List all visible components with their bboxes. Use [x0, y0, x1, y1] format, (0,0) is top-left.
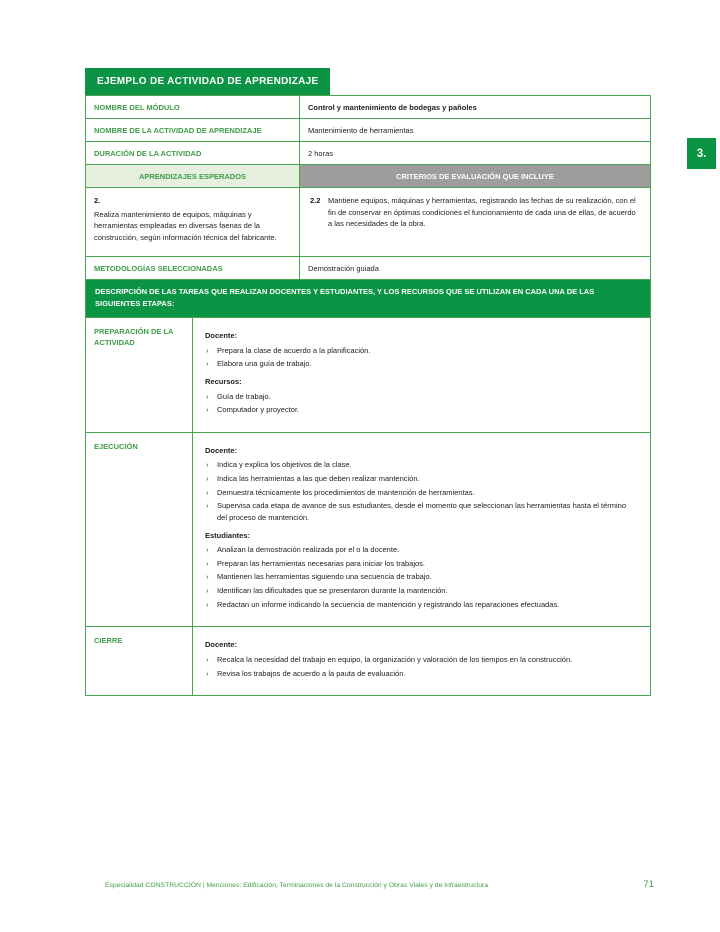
- stage-body-preparation: [193, 318, 650, 432]
- field-value-activity-name: Mantenimiento de herramientas: [308, 126, 414, 135]
- evaluation-criteria-cell: [300, 188, 650, 256]
- expected-learning-number: 2.: [94, 196, 101, 205]
- field-label-methodology: METODOLOGÍAS SELECCIONADAS: [86, 257, 300, 279]
- stage-label-execution: EJECUCIÓN: [86, 433, 193, 627]
- task-item: › Supervisa cada etapa de avance de sus estudiantes, desde el momento que seleccionan las herramientas hasta el término del proceso de mantención.: [205, 500, 638, 523]
- task-item: › Redactan un informe indicando la secuencia de mantención y registrando las reparaciones efectuadas.: [205, 599, 638, 611]
- header-expected-learning: APRENDIZAJES ESPERADOS: [86, 165, 300, 187]
- task-item: › Preparan las herramientas necesarias para iniciar los trabajos.: [205, 558, 638, 570]
- task-item: › Recalca la necesidad del trabajo en equipo, la organización y valoración de los tiempos en la construcción.: [205, 654, 638, 666]
- expected-learning-text: Realiza mantenimiento de equipos, máquinas y herramientas empleadas en diversas faenas de la construcción, según información técnica del fabricante.: [94, 209, 277, 242]
- activity-sheet: [85, 68, 651, 696]
- task-item: › Indica las herramientas a las que deben realizar mantención.: [205, 473, 638, 485]
- task-item: › Guía de trabajo.: [205, 391, 638, 403]
- stage-row-execution: [86, 433, 650, 628]
- section-heading-docente: Docente:: [205, 445, 238, 455]
- task-item: › Identifican las dificultades que se presentaron durante la mantención.: [205, 585, 638, 597]
- stage-label-preparation: PREPARACIÓN DE LA ACTIVIDAD: [86, 318, 193, 432]
- task-list: [205, 544, 638, 610]
- chapter-number: 3.: [696, 147, 707, 160]
- table-row-methodology: [86, 257, 650, 280]
- task-item: › Computador y proyector.: [205, 404, 638, 416]
- table-row-module: [86, 96, 650, 119]
- field-value-duration: 2 horas: [308, 149, 334, 158]
- stage-body-closing: [193, 627, 650, 695]
- task-item: › Mantienen las herramientas siguiendo una secuencia de trabajo.: [205, 571, 638, 583]
- task-item: › Prepara la clase de acuerdo a la planificación.: [205, 345, 638, 357]
- field-value-methodology: Demostración guiada: [308, 263, 379, 273]
- stage-label-closing: CIERRE: [86, 627, 193, 695]
- section-heading-recursos: Recursos:: [205, 376, 242, 386]
- field-value-module: Control y mantenimiento de bodegas y pañoles: [308, 103, 477, 112]
- criteria-text: Mantiene equipos, máquinas y herramientas, registrando las fechas de su realización, con el fin de conservar en óptimas condiciones el funcionamiento de cada una de ellas, de acuerdo a las necesidades de la obra.: [328, 196, 636, 229]
- footer-specialty-text: Especialidad CONSTRUCCIÓN | Menciones: Edificación, Terminaciones de la Construcción y Obras Viales y de Infraestructura: [105, 882, 489, 889]
- section-heading-estudiantes: Estudiantes:: [205, 530, 251, 540]
- field-label-module: NOMBRE DEL MÓDULO: [86, 96, 300, 118]
- criteria-number: 2.2: [310, 196, 321, 205]
- stage-row-preparation: [86, 318, 650, 433]
- page-number: 71: [643, 879, 654, 890]
- task-list: [205, 459, 638, 523]
- task-item: › Indica y explica los objetivos de la clase.: [205, 459, 638, 471]
- chapter-side-tab: [687, 138, 716, 169]
- page-title: EJEMPLO DE ACTIVIDAD DE APRENDIZAJE: [85, 68, 330, 95]
- table-row-duration: [86, 142, 650, 165]
- task-list: [205, 345, 638, 370]
- task-item: › Revisa los trabajos de acuerdo a la pauta de evaluación.: [205, 668, 638, 680]
- stage-body-execution: [193, 433, 650, 627]
- header-evaluation-criteria: CRITERIOS DE EVALUACIÓN QUE INCLUYE: [300, 165, 650, 187]
- table-row-learning-body: [86, 188, 650, 257]
- task-item: › Elabora una guía de trabajo.: [205, 358, 638, 370]
- description-header-bar: DESCRIPCIÓN DE LAS TAREAS QUE REALIZAN DOCENTES Y ESTUDIANTES, Y LOS RECURSOS QUE SE UTILIZAN EN CADA UNA DE LAS SIGUIENTES ETAPAS:: [86, 280, 650, 319]
- task-item: › Analizan la demostración realizada por el o la docente.: [205, 544, 638, 556]
- field-label-duration: DURACIÓN DE LA ACTIVIDAD: [86, 142, 300, 164]
- field-label-activity-name: NOMBRE DE LA ACTIVIDAD DE APRENDIZAJE: [86, 119, 300, 141]
- page-footer: [105, 879, 654, 890]
- stage-row-closing: [86, 627, 650, 695]
- section-heading-docente: Docente:: [205, 331, 238, 340]
- task-list: [205, 391, 638, 416]
- activity-table: [85, 95, 651, 696]
- task-list: [205, 654, 638, 679]
- table-row-activity-name: [86, 119, 650, 142]
- task-item: › Demuestra técnicamente los procedimientos de mantención de herramientas.: [205, 487, 638, 499]
- section-heading-docente: Docente:: [205, 640, 238, 650]
- table-row-learning-headers: [86, 165, 650, 188]
- expected-learning-cell: [86, 188, 300, 256]
